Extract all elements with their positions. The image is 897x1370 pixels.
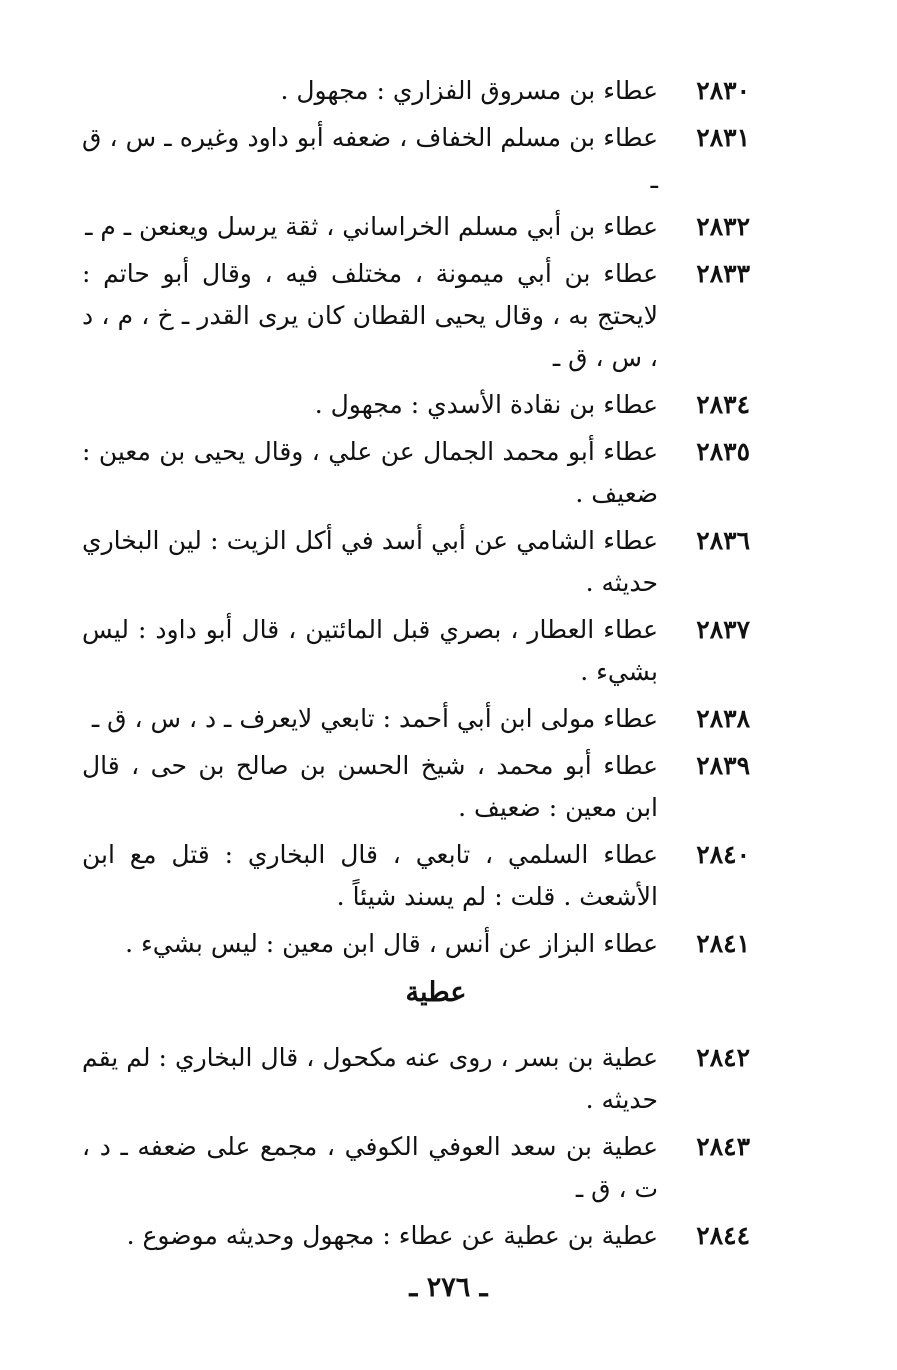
list-item — [82, 745, 750, 829]
entry-number: ٢٨٤٤ — [696, 1221, 750, 1250]
entry-number: ٢٨٤٠ — [696, 840, 750, 869]
entry-text: عطية بن بسر ، روى عنه مكحول ، قال البخاري : لم يقم حديثه . — [82, 1043, 658, 1114]
list-item — [82, 253, 750, 379]
entry-number: ٢٨٣١ — [696, 123, 750, 152]
list-item — [82, 70, 750, 112]
entry-number: ٢٨٣٢ — [696, 212, 750, 241]
list-item — [82, 206, 750, 248]
entry-number: ٢٨٣٣ — [696, 259, 750, 288]
list-item — [82, 384, 750, 426]
entry-text: عطاء الشامي عن أبي أسد في أكل الزيت : لين البخاري حديثه . — [82, 526, 658, 597]
list-item — [82, 117, 750, 201]
entry-number: ٢٨٣٠ — [696, 76, 750, 105]
list-item — [82, 834, 750, 918]
entry-text: عطاء بن مسلم الخفاف ، ضعفه أبو داود وغيره ـ س ، ق ـ — [82, 123, 658, 194]
list-item — [82, 520, 750, 604]
entry-text: عطاء أبو محمد ، شيخ الحسن بن صالح بن حى ، قال ابن معين : ضعيف . — [82, 751, 658, 822]
section-heading: عطية — [405, 977, 467, 1008]
entry-number: ٢٨٤٢ — [696, 1043, 750, 1072]
page-number: ـ ٢٧٦ ـ — [409, 1272, 488, 1303]
entry-number: ٢٨٣٨ — [696, 704, 750, 733]
entry-text: عطاء بن أبي ميمونة ، مختلف فيه ، وقال أبو حاتم : لايحتج به ، وقال يحيى القطان كان يرى القدر ـ خ ، م ، د ، س ، ق ـ — [82, 259, 658, 372]
entry-text: عطاء بن مسروق الفزاري : مجهول . — [280, 76, 658, 105]
entry-text: عطاء مولى ابن أبي أحمد : تابعي لايعرف ـ د ، س ، ق ـ — [91, 704, 658, 733]
entry-number: ٢٨٣٤ — [696, 390, 750, 419]
list-item — [82, 431, 750, 515]
list-item — [82, 609, 750, 693]
entry-text: عطاء السلمي ، تابعي ، قال البخاري : قتل مع ابن الأشعث . قلت : لم يسند شيئاً . — [82, 840, 658, 911]
entry-text: عطاء العطار ، بصري قبل المائتين ، قال أبو داود : ليس بشيء . — [82, 615, 658, 686]
entry-text: عطاء أبو محمد الجمال عن علي ، وقال يحيى بن معين : ضعيف . — [82, 437, 658, 508]
entry-text: عطاء بن أبي مسلم الخراساني ، ثقة يرسل ويعنعن ـ م ـ — [85, 212, 658, 241]
entry-number: ٢٨٣٧ — [696, 615, 750, 644]
list-item — [82, 1037, 750, 1121]
entry-number: ٢٨٣٥ — [696, 437, 750, 466]
entry-text: عطية بن سعد العوفي الكوفي ، مجمع على ضعفه ـ د ، ت ، ق ـ — [82, 1132, 658, 1203]
entry-number: ٢٨٣٦ — [696, 526, 750, 555]
list-item — [82, 1215, 750, 1257]
entry-number: ٢٨٣٩ — [696, 751, 750, 780]
entry-text: عطية بن عطية عن عطاء : مجهول وحديثه موضوع . — [126, 1221, 658, 1250]
entry-text: عطاء البزاز عن أنس ، قال ابن معين : ليس بشيء . — [125, 929, 658, 958]
list-item — [82, 1126, 750, 1210]
entry-text: عطاء بن نقادة الأسدي : مجهول . — [314, 390, 658, 419]
entry-number: ٢٨٤١ — [696, 929, 750, 958]
list-item — [82, 923, 750, 965]
entry-number: ٢٨٤٣ — [696, 1132, 750, 1161]
entries-list — [82, 70, 750, 1262]
list-item — [82, 698, 750, 740]
